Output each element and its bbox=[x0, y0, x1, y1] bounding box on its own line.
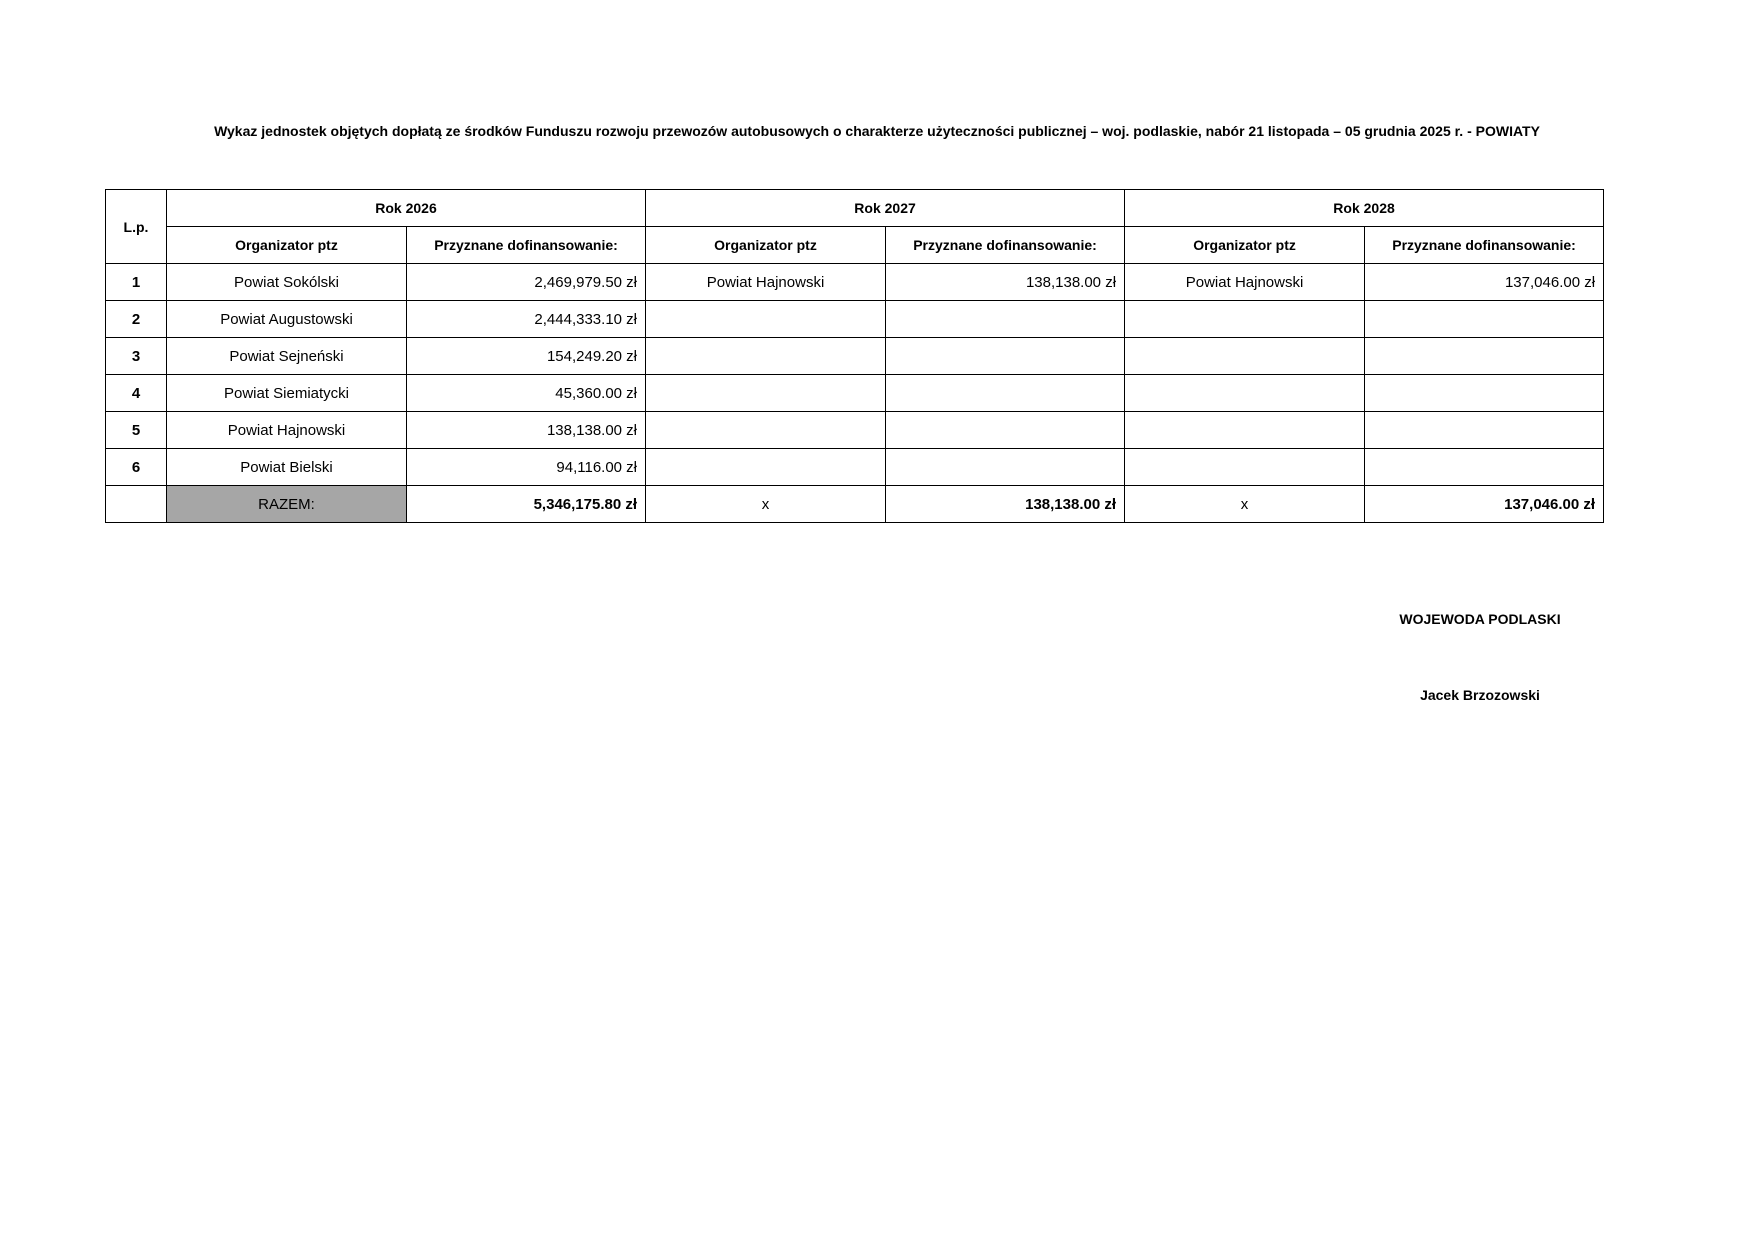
row-number: 6 bbox=[106, 449, 167, 486]
funding-2028 bbox=[1365, 375, 1604, 412]
funding-2027 bbox=[886, 338, 1125, 375]
funding-2028 bbox=[1365, 449, 1604, 486]
total-2027: 138,138.00 zł bbox=[886, 486, 1125, 523]
organizer-2027: Powiat Hajnowski bbox=[646, 264, 886, 301]
table-row bbox=[106, 375, 1604, 412]
table-row bbox=[106, 338, 1604, 375]
total-2026: 5,346,175.80 zł bbox=[407, 486, 646, 523]
organizer-header-2028: Organizator ptz bbox=[1125, 227, 1365, 264]
table-row bbox=[106, 264, 1604, 301]
total-empty-cell bbox=[106, 486, 167, 523]
column-header-row bbox=[106, 227, 1604, 264]
funding-2026: 138,138.00 zł bbox=[407, 412, 646, 449]
table-row bbox=[106, 449, 1604, 486]
row-number: 4 bbox=[106, 375, 167, 412]
organizer-2027 bbox=[646, 338, 886, 375]
organizer-2027 bbox=[646, 449, 886, 486]
table-row bbox=[106, 412, 1604, 449]
organizer-2028 bbox=[1125, 338, 1365, 375]
total-label: RAZEM: bbox=[167, 486, 407, 523]
funding-2027 bbox=[886, 301, 1125, 338]
funding-2026: 2,469,979.50 zł bbox=[407, 264, 646, 301]
funding-2026: 154,249.20 zł bbox=[407, 338, 646, 375]
organizer-header-2027: Organizator ptz bbox=[646, 227, 886, 264]
row-number: 5 bbox=[106, 412, 167, 449]
organizer-2027 bbox=[646, 375, 886, 412]
funding-2028 bbox=[1365, 338, 1604, 375]
row-number: 1 bbox=[106, 264, 167, 301]
row-number: 2 bbox=[106, 301, 167, 338]
document-title: Wykaz jednostek objętych dopłatą ze środków Funduszu rozwoju przewozów autobusowych o charakterze użyteczności publicznej – woj. podlaskie, nabór 21 listopada – 05 grudnia 2025 r. - POWIATY bbox=[214, 123, 1540, 139]
organizer-2028 bbox=[1125, 375, 1365, 412]
organizer-2026: Powiat Siemiatycki bbox=[167, 375, 407, 412]
signature-name: Jacek Brzozowski bbox=[1420, 687, 1540, 703]
organizer-2026: Powiat Sejneński bbox=[167, 338, 407, 375]
funding-2026: 2,444,333.10 zł bbox=[407, 301, 646, 338]
organizer-2027 bbox=[646, 412, 886, 449]
row-number: 3 bbox=[106, 338, 167, 375]
organizer-2026: Powiat Sokólski bbox=[167, 264, 407, 301]
funding-2027 bbox=[886, 375, 1125, 412]
funding-2028 bbox=[1365, 301, 1604, 338]
funding-2027: 138,138.00 zł bbox=[886, 264, 1125, 301]
funding-header-2026: Przyznane dofinansowanie: bbox=[407, 227, 646, 264]
total-mark-2028: x bbox=[1125, 486, 1365, 523]
organizer-2026: Powiat Augustowski bbox=[167, 301, 407, 338]
year-header-2027: Rok 2027 bbox=[646, 190, 1125, 227]
year-header-row bbox=[106, 190, 1604, 227]
organizer-2027 bbox=[646, 301, 886, 338]
organizer-header-2026: Organizator ptz bbox=[167, 227, 407, 264]
organizer-2026: Powiat Hajnowski bbox=[167, 412, 407, 449]
year-header-2028: Rok 2028 bbox=[1125, 190, 1604, 227]
funding-table bbox=[105, 189, 1604, 523]
year-header-2026: Rok 2026 bbox=[167, 190, 646, 227]
funding-2027 bbox=[886, 449, 1125, 486]
organizer-2026: Powiat Bielski bbox=[167, 449, 407, 486]
funding-2026: 94,116.00 zł bbox=[407, 449, 646, 486]
total-2028: 137,046.00 zł bbox=[1365, 486, 1604, 523]
table-row bbox=[106, 301, 1604, 338]
signature-position: WOJEWODA PODLASKI bbox=[1399, 611, 1561, 627]
funding-2026: 45,360.00 zł bbox=[407, 375, 646, 412]
total-row bbox=[106, 486, 1604, 523]
funding-header-2028: Przyznane dofinansowanie: bbox=[1365, 227, 1604, 264]
funding-2028: 137,046.00 zł bbox=[1365, 264, 1604, 301]
funding-header-2027: Przyznane dofinansowanie: bbox=[886, 227, 1125, 264]
organizer-2028 bbox=[1125, 301, 1365, 338]
funding-2027 bbox=[886, 412, 1125, 449]
lp-header: L.p. bbox=[106, 190, 167, 264]
organizer-2028 bbox=[1125, 449, 1365, 486]
funding-2028 bbox=[1365, 412, 1604, 449]
total-mark-2027: x bbox=[646, 486, 886, 523]
organizer-2028 bbox=[1125, 412, 1365, 449]
organizer-2028: Powiat Hajnowski bbox=[1125, 264, 1365, 301]
